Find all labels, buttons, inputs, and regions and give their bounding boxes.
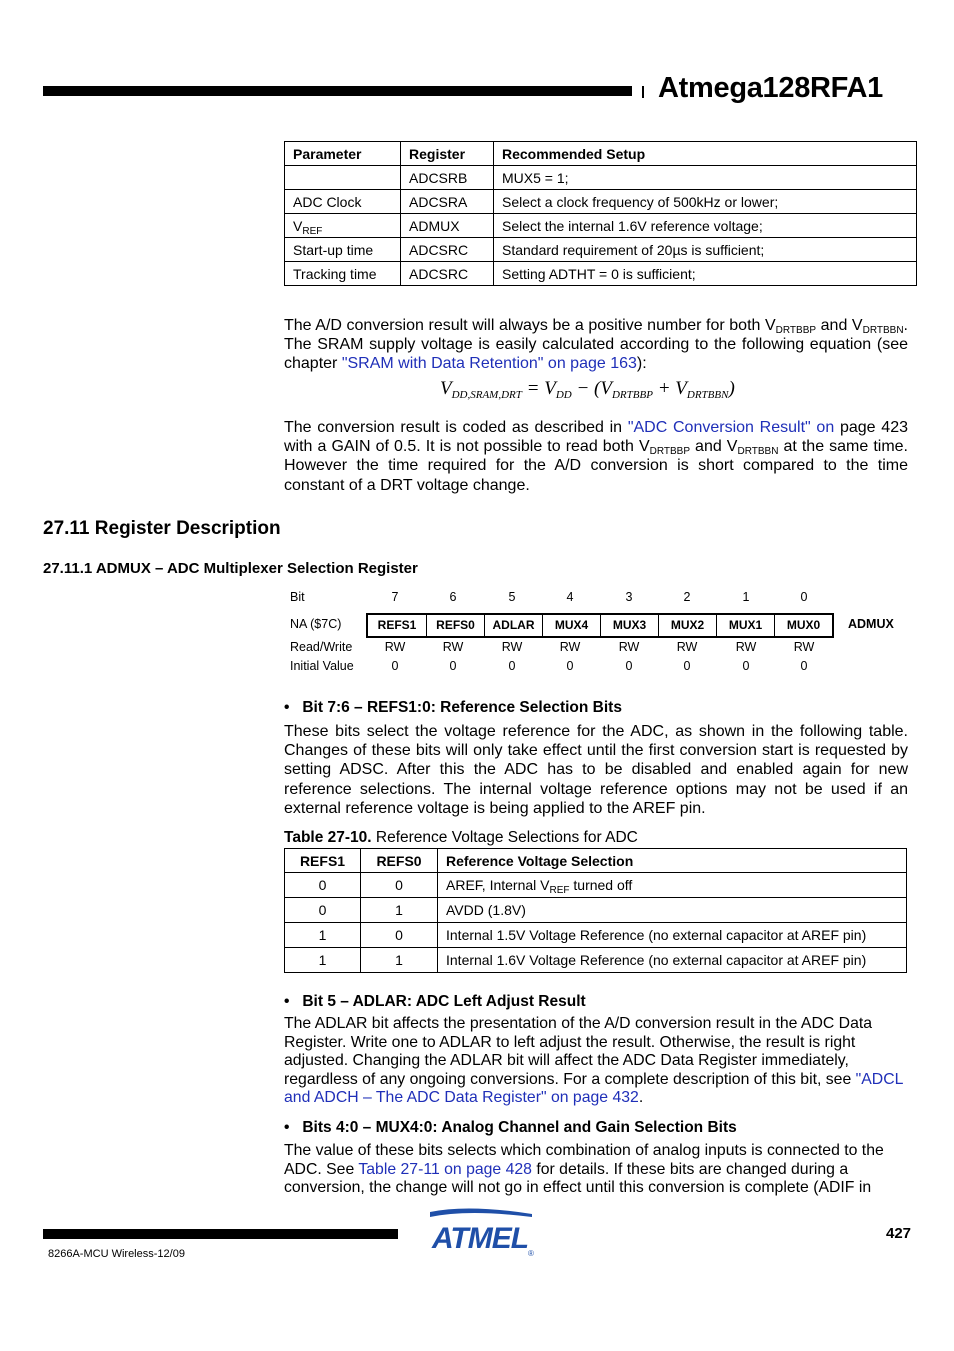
formula-operator: ) bbox=[728, 378, 735, 399]
admux-register-fields bbox=[366, 613, 834, 638]
table-row bbox=[285, 166, 917, 190]
register-field-mux4: MUX4 bbox=[542, 615, 600, 636]
formula-symbol: V bbox=[600, 378, 612, 399]
register-field-refs0: REFS0 bbox=[426, 615, 484, 636]
document-id: 8266A-MCU Wireless-12/09 bbox=[48, 1248, 185, 1260]
bullet-icon: • bbox=[284, 699, 303, 716]
table-cell: 0 bbox=[361, 873, 438, 898]
bullet-title: Bit 7:6 – REFS1:0: Reference Selection Bits bbox=[302, 699, 622, 716]
table-cell: Internal 1.6V Voltage Reference (no external capacitor at AREF pin) bbox=[438, 948, 907, 973]
rw-value: RW bbox=[618, 640, 640, 654]
register-field-mux3: MUX3 bbox=[600, 615, 658, 636]
para-text: The value of these bits selects which combination of analog inputs is connected to the ADC. See bbox=[284, 1142, 884, 1178]
cell-text: AREF, Internal V bbox=[446, 877, 550, 893]
para-text: and V bbox=[816, 317, 863, 334]
adlar-description bbox=[284, 1015, 908, 1108]
para-text: The ADLAR bit affects the presentation of the A/D conversion result in the ADC Data Register. Write one to ADLAR to left adjust the result. Otherwise, the result is right adjusted. Changing the ADLAR bit will affect the ADC Data Register immediately, regardless of any ongoing conversions. For a complete description of this bit, see bbox=[284, 1015, 873, 1088]
table-cell bbox=[285, 166, 401, 190]
bit-number: 3 bbox=[625, 590, 633, 604]
register-field-mux2: MUX2 bbox=[658, 615, 716, 636]
subscript: DRTBBN bbox=[862, 325, 904, 336]
register-address: NA ($7C) bbox=[290, 617, 342, 631]
formula-subscript: DD bbox=[555, 389, 572, 401]
logo-registered-mark: ® bbox=[528, 1249, 534, 1258]
para-text: at the same time. However the time required for the A/D conversion is short compared to the time constant of a DRT voltage change. bbox=[284, 438, 908, 494]
bullet-adlar-heading bbox=[284, 993, 586, 1011]
initial-value-label: Initial Value bbox=[290, 659, 354, 673]
para-text: The conversion result is coded as described in bbox=[284, 419, 628, 436]
subscript: DRTBBP bbox=[649, 446, 691, 458]
adc-data-register-link[interactable]: "ADCL and ADCH – The ADC Data Register" on page 432 bbox=[284, 1070, 903, 1106]
bit-number: 0 bbox=[800, 590, 808, 604]
initial-value: 0 bbox=[508, 659, 516, 673]
formula-symbol: V bbox=[675, 378, 687, 399]
subscript: DRTBBP bbox=[775, 325, 817, 336]
table-cell: Select a clock frequency of 500kHz or lower; bbox=[494, 190, 917, 214]
para-text: ): bbox=[636, 355, 647, 373]
table-cell: 0 bbox=[285, 873, 361, 898]
subscript: DRTBBN bbox=[737, 446, 779, 458]
para-text: and V bbox=[690, 438, 738, 456]
mux-description bbox=[284, 1142, 908, 1198]
bit-number: 2 bbox=[683, 590, 691, 604]
formula-symbol: V bbox=[544, 378, 556, 399]
para-text: . The SRAM supply voltage is easily calculated according to the following equation (see chapter bbox=[284, 317, 908, 373]
formula-operator: + bbox=[652, 378, 676, 399]
conversion-result-paragraph bbox=[284, 418, 908, 495]
register-bit-label: Bit bbox=[290, 590, 305, 604]
para-text: The A/D conversion result will always be a positive number for both V bbox=[284, 317, 776, 334]
formula-subscript: DD,SRAM,DRT bbox=[451, 389, 522, 401]
table-cell: ADCSRB bbox=[401, 166, 494, 190]
register-bit-numbers bbox=[366, 590, 836, 606]
rw-value: RW bbox=[442, 640, 464, 654]
bullet-icon: • bbox=[284, 1119, 303, 1136]
rw-value: RW bbox=[384, 640, 406, 654]
caption-label: Table 27-10. bbox=[284, 829, 372, 846]
bullet-title: Bits 4:0 – MUX4:0: Analog Channel and Gain Selection Bits bbox=[302, 1119, 737, 1136]
table-cell: Select the internal 1.6V reference voltage; bbox=[494, 214, 917, 238]
register-field-refs1: REFS1 bbox=[377, 618, 417, 632]
atmel-logo bbox=[428, 1208, 534, 1263]
register-initial-values bbox=[366, 659, 836, 675]
vref-symbol: V bbox=[293, 217, 303, 234]
formula-operator: = bbox=[521, 378, 545, 399]
bit-number: 6 bbox=[449, 590, 457, 604]
page-number: 427 bbox=[886, 1225, 912, 1242]
sram-voltage-paragraph bbox=[284, 316, 908, 374]
table-cell: 1 bbox=[361, 948, 438, 973]
table-cell: 1 bbox=[285, 923, 361, 948]
bit-number: 5 bbox=[508, 590, 516, 604]
header-rule-notch bbox=[642, 86, 644, 98]
register-name: ADMUX bbox=[848, 617, 894, 631]
table-row bbox=[285, 873, 907, 898]
adc-setup-table bbox=[284, 141, 917, 286]
bullet-refs-heading bbox=[284, 699, 622, 717]
table-cell: ADMUX bbox=[401, 214, 494, 238]
table-cell-vref bbox=[285, 214, 401, 238]
sram-voltage-equation bbox=[440, 378, 735, 400]
footer-rule bbox=[43, 1229, 398, 1239]
table-header-row bbox=[285, 849, 907, 873]
header-recommended-setup: Recommended Setup bbox=[494, 142, 917, 166]
para-text: . bbox=[638, 1089, 644, 1106]
bit-number: 1 bbox=[742, 590, 750, 604]
table-row bbox=[285, 190, 917, 214]
table-cell: 0 bbox=[361, 923, 438, 948]
table-header-row bbox=[285, 142, 917, 166]
table-cell: ADCSRC bbox=[401, 238, 494, 262]
initial-value: 0 bbox=[566, 659, 574, 673]
sram-retention-link[interactable]: "SRAM with Data Retention" on page 163 bbox=[341, 355, 637, 373]
refs-description: These bits select the voltage reference for the ADC, as shown in the following table. Changes of these bits will only take effect until the first conversion start is requested by setting ADSC. After this the ADC has to be disabled and enabled again for new reference selections. The internal voltage reference options may not be used if an external reference voltage is being applied to the AREF pin. bbox=[284, 723, 908, 817]
table-row bbox=[285, 898, 907, 923]
read-write-label: Read/Write bbox=[290, 640, 353, 654]
initial-value: 0 bbox=[449, 659, 457, 673]
caption-text: Reference Voltage Selections for ADC bbox=[371, 829, 638, 846]
subsection-heading: 27.11.1 ADMUX – ADC Multiplexer Selection Register bbox=[43, 560, 418, 577]
register-field-mux0: MUX0 bbox=[774, 615, 832, 636]
bullet-title: Bit 5 – ADLAR: ADC Left Adjust Result bbox=[302, 993, 586, 1010]
table-cell: MUX5 = 1; bbox=[494, 166, 917, 190]
formula-subscript: DRTBBP bbox=[611, 389, 653, 401]
header-refs0: REFS0 bbox=[361, 849, 438, 873]
cell-text: turned off bbox=[569, 877, 633, 893]
register-rw-values bbox=[366, 640, 836, 656]
table-row bbox=[285, 214, 917, 238]
table-cell: Internal 1.5V Voltage Reference (no external capacitor at AREF pin) bbox=[438, 923, 907, 948]
initial-value: 0 bbox=[625, 659, 633, 673]
table-27-11-link[interactable]: Table 27-11 on page 428 bbox=[358, 1160, 532, 1178]
table-cell: ADCSRC bbox=[401, 262, 494, 286]
header-refs1: REFS1 bbox=[285, 849, 361, 873]
table-cell: 1 bbox=[361, 898, 438, 923]
register-field-adlar: ADLAR bbox=[484, 615, 542, 636]
bit-number: 4 bbox=[566, 590, 574, 604]
section-heading: 27.11 Register Description bbox=[43, 518, 281, 539]
rw-value: RW bbox=[559, 640, 581, 654]
adc-conversion-result-link[interactable]: "ADC Conversion Result" on bbox=[627, 419, 835, 436]
reference-voltage-table bbox=[284, 848, 907, 973]
table-cell: AVDD (1.8V) bbox=[438, 898, 907, 923]
table-cell: Tracking time bbox=[285, 262, 401, 286]
table-cell: 0 bbox=[285, 898, 361, 923]
document-title: Atmega128RFA1 bbox=[658, 72, 883, 104]
bullet-icon: • bbox=[284, 993, 303, 1010]
rw-value: RW bbox=[735, 640, 757, 654]
bullet-mux-heading bbox=[284, 1119, 737, 1137]
para-text: page 423 with a GAIN of 0.5. It is not possible to read both V bbox=[284, 419, 908, 456]
formula-operator: − ( bbox=[571, 378, 601, 399]
vref-subscript: REF bbox=[302, 225, 323, 237]
formula-symbol: V bbox=[440, 378, 452, 399]
initial-value: 0 bbox=[391, 659, 399, 673]
table-cell: Start-up time bbox=[285, 238, 401, 262]
rw-value: RW bbox=[676, 640, 698, 654]
table-cell: 1 bbox=[285, 948, 361, 973]
table-cell: Standard requirement of 20µs is sufficient; bbox=[494, 238, 917, 262]
header-parameter: Parameter bbox=[285, 142, 401, 166]
register-field-mux1: MUX1 bbox=[716, 615, 774, 636]
subscript: REF bbox=[549, 885, 570, 896]
table-row bbox=[285, 948, 907, 973]
table-caption bbox=[284, 829, 638, 847]
bit-number: 7 bbox=[391, 590, 399, 604]
header-register: Register bbox=[401, 142, 494, 166]
para-text: for details. If these bits are changed during a conversion, the change will not go in effect until this conversion is complete (ADIF in bbox=[284, 1160, 872, 1196]
rw-value: RW bbox=[501, 640, 523, 654]
rw-value: RW bbox=[793, 640, 815, 654]
header-rule bbox=[43, 86, 632, 96]
table-cell bbox=[438, 873, 907, 898]
atmel-logo-graphic bbox=[428, 1208, 534, 1258]
table-row bbox=[285, 238, 917, 262]
table-cell: ADCSRA bbox=[401, 190, 494, 214]
logo-wordmark: ATMEL bbox=[431, 1222, 529, 1255]
table-cell: ADC Clock bbox=[285, 190, 401, 214]
initial-value: 0 bbox=[683, 659, 691, 673]
table-row bbox=[285, 262, 917, 286]
formula-subscript: DRTBBN bbox=[686, 389, 729, 401]
initial-value: 0 bbox=[800, 659, 808, 673]
table-cell: Setting ADTHT = 0 is sufficient; bbox=[494, 262, 917, 286]
initial-value: 0 bbox=[742, 659, 750, 673]
table-row bbox=[285, 923, 907, 948]
header-reference-voltage: Reference Voltage Selection bbox=[438, 849, 907, 873]
